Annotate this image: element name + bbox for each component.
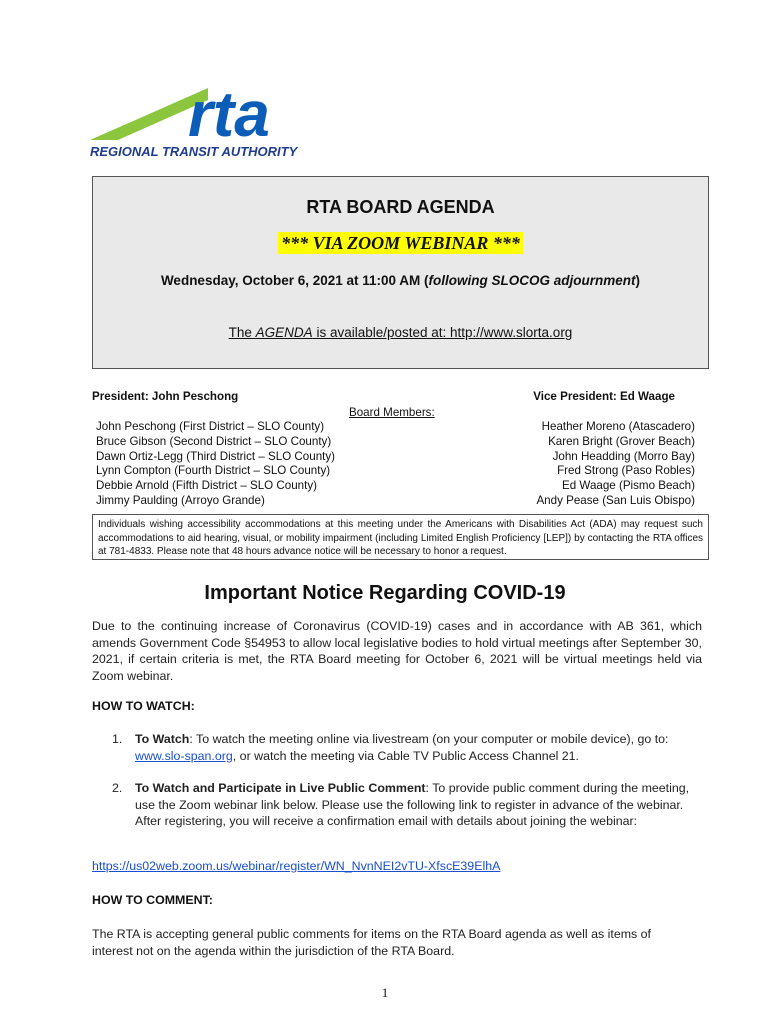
list-item: John Peschong (First District – SLO County) <box>96 420 325 433</box>
list-item: Jimmy Paulding (Arroyo Grande) <box>96 493 265 507</box>
item-text <box>135 731 707 764</box>
agenda-posted-line <box>93 325 708 340</box>
zoom-register-link[interactable]: https://us02web.zoom.us/webinar/register/WN_NvnNEI2vTU-XfscE39ElhA <box>92 859 501 873</box>
item-number: 2. <box>112 781 123 795</box>
page-number: 1 <box>381 985 389 1000</box>
posted-suffix: is available/posted at: http://www.slorta.org <box>312 325 573 340</box>
list-item: Dawn Ortiz-Legg (Third District – SLO County) <box>96 449 336 463</box>
vice-president: Vice President: Ed Waage <box>533 390 675 403</box>
list-item: Ed Waage (Pismo Beach) <box>562 479 695 493</box>
president: President: John Peschong <box>92 390 239 403</box>
item-text-part: , or watch the meeting via Cable TV Public Access Channel 21. <box>232 748 580 763</box>
list-item: Debbie Arnold (Fifth District – SLO County) <box>96 479 318 493</box>
left-members-list <box>96 420 335 509</box>
list-item: Bruce Gibson (Second District – SLO County) <box>96 434 332 448</box>
zoom-webinar-highlight: *** VIA ZOOM WEBINAR *** <box>278 232 523 254</box>
board-members-label: Board Members: <box>349 406 435 419</box>
item-text <box>135 780 707 830</box>
date-italic: following SLOCOG adjournment <box>428 273 636 288</box>
list-item: Heather Moreno (Atascadero) <box>541 420 695 433</box>
covid-intro: Due to the continuing increase of Coronavirus (COVID-19) cases and in accordance with AB 361, which amends Government Code §54953 to allow local legislative bodies to hold virtual meetings after September 30, 2021, if certain criteria is met, the RTA Board meeting for October 6, 2021 will be virtual meetings held via Zoom webinar. <box>92 619 702 683</box>
list-item: Karen Bright (Grover Beach) <box>548 434 695 448</box>
how-to-watch-heading: HOW TO WATCH: <box>92 699 195 713</box>
list-item: Andy Pease (San Luis Obispo) <box>536 493 695 507</box>
agenda-header-box <box>92 176 709 369</box>
watch-item-1 <box>112 731 707 764</box>
list-item: Lynn Compton (Fourth District – SLO County) <box>96 464 331 478</box>
item-number: 1. <box>112 732 123 746</box>
item-text-part: : To watch the meeting online via livestream (on your computer or mobile device), go to: <box>189 732 669 746</box>
watch-item-2 <box>112 780 707 830</box>
rta-logo <box>88 80 338 162</box>
board-section <box>92 388 709 508</box>
list-item: John Headding (Morro Bay) <box>552 449 695 463</box>
slo-span-link[interactable]: www.slo-span.org <box>135 748 233 763</box>
comment-text: The RTA is accepting general public comments for items on the RTA Board agenda as well as items of interest not on the agenda within the jurisdiction of the RTA Board. <box>92 927 652 958</box>
logo-wordmark: rta <box>188 80 270 150</box>
item-text-part: : To provide public comment during the meeting, use the Zoom webinar link below. Please use the following link to register in advance of the webinar. After registering, you will receive a confirmation email with details about joining the webinar: <box>135 781 690 828</box>
posted-italic: AGENDA <box>255 325 313 340</box>
date-suffix: ) <box>635 273 641 288</box>
posted-prefix: The <box>228 325 256 340</box>
list-item: Fred Strong (Paso Robles) <box>557 464 695 478</box>
covid-notice-title: Important Notice Regarding COVID-19 <box>204 582 566 604</box>
item-bold: To Watch and Participate in Live Public Comment <box>135 781 426 795</box>
logo-tagline: REGIONAL TRANSIT AUTHORITY <box>90 144 298 159</box>
how-to-comment-heading: HOW TO COMMENT: <box>92 893 213 907</box>
ada-notice: Individuals wishing accessibility accommodations at this meeting under the Americans with Disabilities Act (ADA) may request such accommodations to aid hearing, visual, or mobility impairment (including Limited English Proficiency [LEP]) by contacting the RTA offices at 781-4833. Please note that 48 hours advance notice will be necessary to honor a request. <box>92 514 709 560</box>
right-members-list <box>536 420 695 509</box>
item-bold: To Watch <box>135 732 190 746</box>
meeting-date <box>93 273 708 288</box>
rta-logo-graphic <box>88 80 338 162</box>
agenda-subtitle <box>93 233 708 254</box>
agenda-title: RTA BOARD AGENDA <box>306 197 495 217</box>
date-text: Wednesday, October 6, 2021 at 11:00 AM ( <box>160 273 429 288</box>
